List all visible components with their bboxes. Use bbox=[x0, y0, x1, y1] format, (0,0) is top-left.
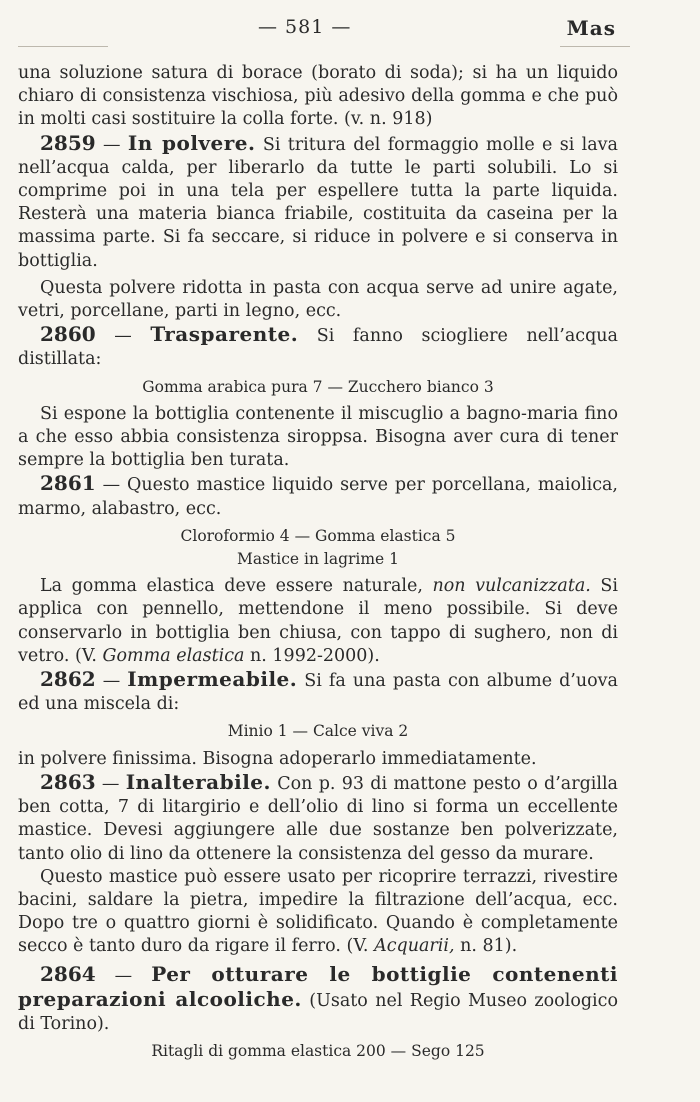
running-head: Mas bbox=[566, 16, 616, 40]
entry-2860-note: Si espone la bottiglia contenente il miscuglio a bagno-maria fino a che esso abbia consistenza siroppsa. Bisogna aver cura di tener sempre la bottiglia ben turata. bbox=[18, 403, 618, 471]
note-reference: Gomma elastica bbox=[102, 645, 245, 666]
entry-title: Per otturare le bottiglie contenenti preparazioni alcooliche. bbox=[18, 961, 618, 1011]
note-emphasis: non vulcanizzata. bbox=[432, 576, 591, 597]
entry-2864 bbox=[18, 963, 618, 1037]
entry-number: 2863 bbox=[40, 769, 96, 794]
formula-line: Cloroformio 4 — Gomma elastica 5 bbox=[180, 526, 456, 545]
entry-title: In polvere. bbox=[127, 130, 256, 155]
entry-dash: — bbox=[95, 134, 128, 155]
entry-text: — Questo mastice liquido serve per porcellana, maiolica, marmo, alabastro, ecc. bbox=[18, 475, 618, 519]
formula-line: Mastice in lagrime 1 bbox=[236, 550, 400, 569]
page-body bbox=[18, 62, 618, 1067]
header-rule-right bbox=[560, 46, 630, 47]
entry-dash: — bbox=[95, 671, 128, 692]
entry-number: 2864 bbox=[40, 961, 96, 986]
entry-2859 bbox=[18, 132, 618, 273]
entry-text: Si tritura del formaggio molle e si lava nell’acqua calda, per liberarlo da tutte le parti solubili. Lo si comprime poi in una tela per espellere tutta la parte liquida. Resterà una materia bianca friabile, costituita da caseina per la massima parte. Si fa seccare, si riduce in polvere e si conserva in bottiglia. bbox=[18, 134, 618, 271]
entry-dash: — bbox=[95, 965, 152, 986]
entry-number: 2861 bbox=[40, 471, 96, 496]
entry-2861-note bbox=[18, 575, 618, 668]
recipe-formula: Minio 1 — Calce viva 2 bbox=[227, 722, 409, 741]
entry-dash: — bbox=[95, 773, 126, 794]
entry-2859-note: Questa polvere ridotta in pasta con acqua serve ad unire agate, vetri, porcellane, parti in legno, ecc. bbox=[18, 277, 618, 322]
entry-number: 2862 bbox=[40, 667, 96, 692]
page-header bbox=[0, 16, 700, 40]
recipe-formula bbox=[18, 525, 618, 571]
entry-2862 bbox=[18, 668, 618, 716]
entry-2861 bbox=[18, 472, 618, 520]
page-number: — 581 — bbox=[258, 16, 352, 38]
entry-number: 2859 bbox=[40, 130, 96, 155]
note-text: n. 1992-2000). bbox=[244, 645, 380, 666]
entry-number: 2860 bbox=[40, 322, 96, 347]
note-text: La gomma elastica deve essere naturale, bbox=[40, 576, 433, 597]
note-text: Questo mastice può essere usato per ricoprire terrazzi, rivestire bacini, saldare la pietra, impedire la filtrazione dell’acqua, ecc. Dopo tre o quattro giorni è solidificato. Quando è completamente secco è tanto duro da rigare il ferro. (V. bbox=[18, 866, 618, 957]
entry-text: (Usato nel Regio Museo zoologico di Torino). bbox=[18, 990, 618, 1034]
note-text: n. 81). bbox=[454, 936, 518, 957]
header-rule-left bbox=[18, 46, 108, 47]
entry-2862-note: in polvere finissima. Bisogna adoperarlo immediatamente. bbox=[18, 748, 537, 769]
entry-2863 bbox=[18, 771, 618, 866]
entry-text: Si fanno sciogliere nell’acqua distillata: bbox=[18, 326, 618, 370]
recipe-formula: Gomma arabica pura 7 — Zucchero bianco 3 bbox=[142, 377, 494, 396]
entry-title: Trasparente. bbox=[150, 322, 299, 347]
entry-dash: — bbox=[95, 326, 151, 347]
note-text: Si applica con pennello, mettendone il meno possibile. Si deve conservarlo in bottiglia ben chiusa, con tappo di sughero, non di vetro. (V. bbox=[18, 576, 618, 666]
entry-text: Con p. 93 di mattone pesto o d’argilla ben cotta, 7 di litargirio e dell’olio di lino si forma un eccellente mastice. Devesi aggiungere alle due sostanze ben polverizzate, tanto olio di lino da ottenere la consistenza del gesso da murare. bbox=[18, 773, 618, 864]
entry-2860 bbox=[18, 323, 618, 371]
entry-text: Si fa una pasta con albume d’uova ed una miscela di: bbox=[18, 671, 618, 715]
entry-title: Impermeabile. bbox=[127, 667, 298, 692]
intro-paragraph: una soluzione satura di borace (borato di soda); si ha un liquido chiaro di consistenza vischiosa, più adesivo della gomma e che può in molti casi sostituire la colla forte. (v. n. 918) bbox=[18, 63, 618, 130]
entry-2863-note bbox=[18, 866, 618, 959]
entry-title: Inalterabile. bbox=[125, 769, 271, 794]
recipe-formula: Ritagli di gomma elastica 200 — Sego 125 bbox=[151, 1042, 485, 1061]
note-reference: Acquarii, bbox=[374, 936, 455, 957]
